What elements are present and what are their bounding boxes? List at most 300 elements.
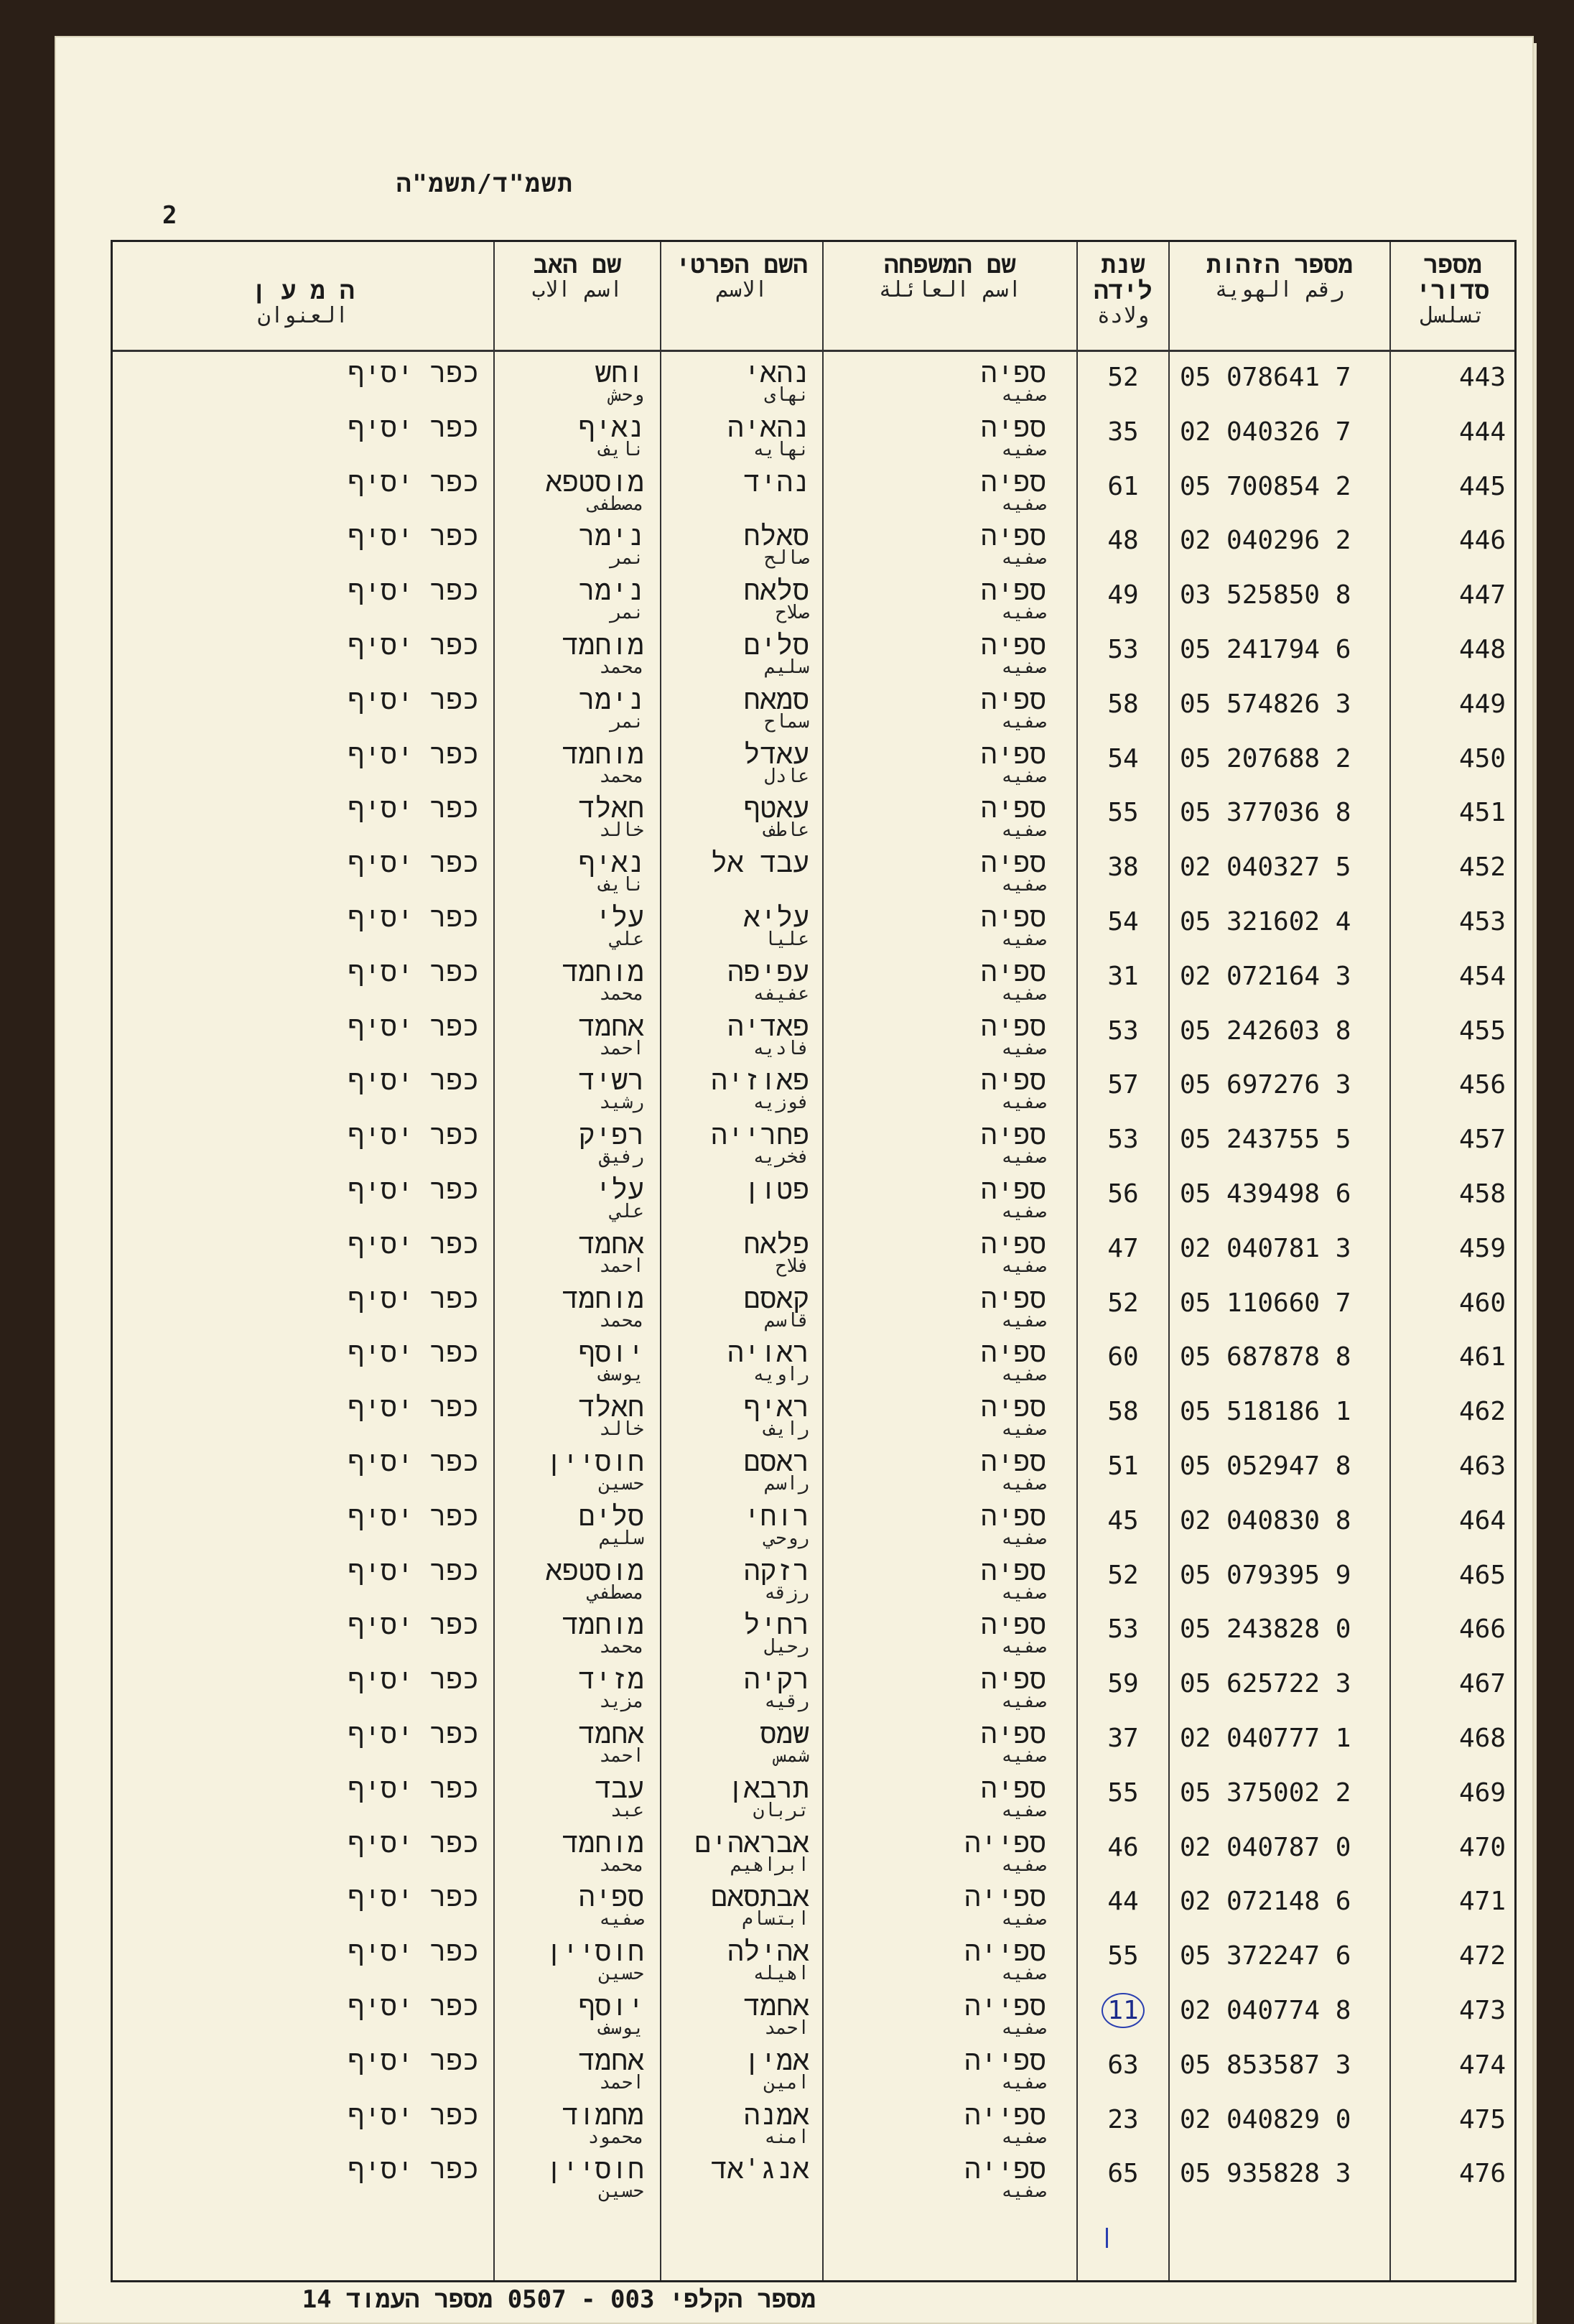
father-name bbox=[500, 1338, 644, 1384]
father-name bbox=[500, 1665, 644, 1711]
first-name-hebrew: פטון bbox=[743, 1173, 809, 1205]
first-name-arabic: فخريه bbox=[753, 1146, 809, 1168]
birth-year-value: 44 bbox=[1107, 1887, 1139, 1917]
birth-year bbox=[1084, 1234, 1163, 1263]
birth-year bbox=[1084, 1179, 1163, 1209]
id-number: 05 207688 2 bbox=[1180, 743, 1351, 773]
birth-year-value: 53 bbox=[1107, 1614, 1139, 1645]
first-name-hebrew: אמנה bbox=[743, 2098, 809, 2131]
family-name-hebrew: ספייה bbox=[964, 1826, 1046, 1859]
serial-number: 468 bbox=[1458, 1724, 1506, 1753]
first-name bbox=[666, 2153, 809, 2185]
first-name-hebrew: אבראהים bbox=[694, 1826, 809, 1859]
first-name-arabic: رحيل bbox=[764, 1636, 809, 1658]
serial-number: 473 bbox=[1458, 1996, 1506, 2025]
birth-year-value: 55 bbox=[1107, 1777, 1139, 1808]
first-name bbox=[666, 1556, 809, 1602]
table-row bbox=[113, 1284, 1514, 1339]
first-name-arabic: تربان bbox=[753, 1799, 809, 1821]
voter-table bbox=[111, 240, 1517, 2282]
family-name-arabic: صفيه bbox=[1001, 2017, 1046, 2039]
id-number: 02 040829 0 bbox=[1180, 2104, 1351, 2134]
address-value: כפר יסיף bbox=[348, 1935, 479, 1968]
birth-year-value: 52 bbox=[1107, 1288, 1139, 1318]
father-name bbox=[500, 1828, 644, 1874]
family-name-hebrew: ספיה bbox=[980, 738, 1046, 770]
address bbox=[271, 1937, 479, 1966]
father-name-hebrew: חוסיין bbox=[546, 1935, 644, 1968]
address bbox=[271, 1991, 479, 2020]
table-row bbox=[113, 2155, 1514, 2209]
serial-number: 475 bbox=[1458, 2104, 1506, 2134]
birth-year-value: 65 bbox=[1107, 2159, 1139, 2189]
family-name-hebrew: ספייה bbox=[964, 1881, 1046, 1913]
father-name bbox=[500, 1447, 644, 1493]
family-name-hebrew: ספיה bbox=[980, 1554, 1046, 1586]
address bbox=[271, 358, 479, 387]
father-name-hebrew: יוסף bbox=[578, 1990, 644, 2022]
table-row bbox=[113, 1175, 1514, 1230]
birth-year-value: 61 bbox=[1107, 471, 1139, 501]
father-name-arabic: حسين bbox=[599, 1963, 644, 1985]
first-name-hebrew: עאדל bbox=[743, 738, 809, 770]
id-number: 05 372247 6 bbox=[1180, 1941, 1351, 1971]
id-number: 05 574826 3 bbox=[1180, 689, 1351, 719]
id-number: 05 078641 7 bbox=[1180, 363, 1351, 392]
address bbox=[271, 1012, 479, 1041]
table-row bbox=[113, 1227, 1514, 1284]
family-name bbox=[831, 465, 1051, 515]
father-name-hebrew: אחמד bbox=[578, 1227, 644, 1260]
first-name-hebrew: נהאיה bbox=[727, 411, 809, 443]
father-name bbox=[500, 794, 644, 840]
address bbox=[271, 903, 479, 931]
table-row bbox=[113, 1012, 1514, 1066]
father-name-hebrew: נימר bbox=[578, 575, 644, 607]
birth-year bbox=[1084, 1070, 1163, 1100]
first-name-hebrew: רזקה bbox=[743, 1554, 809, 1586]
table-row bbox=[113, 576, 1514, 631]
address-value: כפר יסיף bbox=[348, 411, 479, 443]
birth-year-value: 60 bbox=[1107, 1342, 1139, 1372]
family-name-arabic: صفيه bbox=[1001, 1691, 1046, 1713]
father-name-arabic: علي bbox=[610, 929, 644, 950]
father-name-hebrew: מוחמד bbox=[562, 1826, 644, 1859]
first-name-arabic: شمس bbox=[776, 1745, 809, 1767]
first-name-arabic: فوزيه bbox=[753, 1092, 809, 1114]
family-name bbox=[831, 957, 1051, 1003]
birth-year-value: 57 bbox=[1107, 1070, 1139, 1100]
first-name bbox=[666, 1882, 809, 1928]
family-name-hebrew: ספייה bbox=[964, 2153, 1046, 2185]
table-row bbox=[113, 1665, 1514, 1719]
address-value: כפר יסיף bbox=[348, 465, 479, 498]
father-name bbox=[500, 631, 644, 677]
birth-year bbox=[1084, 1614, 1163, 1644]
father-name-arabic: خالد bbox=[599, 1418, 644, 1441]
serial-number: 467 bbox=[1458, 1669, 1506, 1699]
family-name bbox=[831, 631, 1051, 677]
birth-year bbox=[1084, 744, 1163, 773]
family-name-hebrew: ספיה bbox=[980, 1772, 1046, 1804]
first-name-arabic: قاسم bbox=[764, 1309, 809, 1331]
family-name bbox=[831, 1882, 1051, 1928]
table-row bbox=[113, 1719, 1514, 1774]
family-name bbox=[831, 1120, 1051, 1166]
birth-year-value: 31 bbox=[1107, 961, 1139, 991]
father-name-hebrew: מוסטפא bbox=[546, 465, 644, 498]
family-name-arabic: صفيه bbox=[1001, 1146, 1046, 1168]
family-name-arabic: صفيه bbox=[1001, 982, 1046, 1005]
address-value: כפר יסיף bbox=[348, 2098, 479, 2131]
father-name-arabic: نايف bbox=[599, 438, 644, 460]
father-name-hebrew: סלים bbox=[578, 1500, 644, 1532]
first-name-arabic: امين bbox=[764, 2071, 809, 2093]
birth-year bbox=[1084, 1561, 1163, 1590]
id-number: 03 525850 8 bbox=[1180, 580, 1351, 610]
family-name bbox=[831, 1175, 1051, 1221]
first-name-arabic: عاطف bbox=[764, 819, 809, 842]
header-id: מספר הזהות رقم الهوية bbox=[1206, 251, 1354, 302]
id-number: 05 241794 6 bbox=[1180, 635, 1351, 664]
first-name-hebrew: אבתסאם bbox=[711, 1881, 809, 1913]
father-name-arabic: حسين bbox=[599, 2180, 644, 2203]
serial-number: 456 bbox=[1458, 1070, 1506, 1100]
first-name-hebrew: אמין bbox=[743, 2044, 809, 2076]
table-row bbox=[113, 2098, 1514, 2155]
address-value: כפר יסיף bbox=[348, 901, 479, 933]
birth-year bbox=[1084, 2105, 1163, 2134]
father-name bbox=[500, 358, 644, 404]
father-name-arabic: احمد bbox=[599, 1745, 644, 1767]
serial-number: 466 bbox=[1458, 1614, 1506, 1645]
address bbox=[271, 1064, 479, 1097]
family-name-arabic: صفيه bbox=[1001, 874, 1046, 896]
address-value: כפר יסיף bbox=[348, 1500, 479, 1532]
birth-year bbox=[1084, 1288, 1163, 1318]
birth-year bbox=[1084, 363, 1163, 392]
address-value: כפר יסיף bbox=[348, 1826, 479, 1859]
birth-year-value: 47 bbox=[1107, 1233, 1139, 1263]
id-number: 02 040787 0 bbox=[1180, 1832, 1351, 1862]
serial-number: 445 bbox=[1458, 471, 1506, 501]
birth-year bbox=[1084, 907, 1163, 936]
serial-number: 474 bbox=[1458, 2050, 1506, 2080]
birth-year-value: 54 bbox=[1107, 743, 1139, 773]
family-name-hebrew: ספיה bbox=[980, 520, 1046, 552]
birth-year-value: 53 bbox=[1107, 1015, 1139, 1046]
family-name-hebrew: ספיה bbox=[980, 1010, 1046, 1042]
serial-number: 457 bbox=[1458, 1125, 1506, 1155]
birth-year-value: 37 bbox=[1107, 1724, 1139, 1753]
first-name bbox=[666, 1665, 809, 1711]
header-father-name: שם האב اسم الاب bbox=[531, 251, 623, 302]
first-name bbox=[666, 1338, 809, 1384]
father-name-hebrew: נימר bbox=[578, 683, 644, 715]
address-value: כפר יסיף bbox=[348, 955, 479, 987]
address bbox=[271, 1556, 479, 1585]
id-number: 05 697276 3 bbox=[1180, 1070, 1351, 1100]
father-name-hebrew: אחמד bbox=[578, 2044, 644, 2076]
table-row bbox=[113, 1774, 1514, 1828]
family-name-hebrew: ספייה bbox=[964, 1935, 1046, 1968]
family-name bbox=[831, 1338, 1051, 1384]
father-name bbox=[500, 1882, 644, 1928]
family-name-hebrew: ספייה bbox=[964, 2098, 1046, 2131]
father-name-hebrew: חוסיין bbox=[546, 1446, 644, 1477]
family-name bbox=[831, 1502, 1051, 1548]
first-name-hebrew: עליא bbox=[743, 901, 809, 933]
first-name-hebrew: אנג'אד bbox=[711, 2153, 809, 2185]
serial-number: 453 bbox=[1458, 907, 1506, 936]
table-row bbox=[113, 465, 1514, 522]
family-name-hebrew: ספייה bbox=[964, 2044, 1046, 2076]
first-name bbox=[666, 520, 809, 570]
father-name bbox=[500, 1556, 644, 1602]
father-name bbox=[500, 1227, 644, 1277]
family-name-arabic: صفيه bbox=[1001, 1037, 1046, 1059]
first-name-hebrew: רקיה bbox=[743, 1663, 809, 1696]
first-name bbox=[666, 847, 809, 879]
id-number: 02 040326 7 bbox=[1180, 417, 1351, 447]
birth-year bbox=[1084, 580, 1163, 610]
father-name-hebrew: רשיד bbox=[578, 1064, 644, 1097]
family-name bbox=[831, 1991, 1051, 2037]
family-name-arabic: صفيه bbox=[1001, 765, 1046, 787]
first-name bbox=[666, 1610, 809, 1656]
birth-year-value: 11 bbox=[1102, 1993, 1144, 2028]
father-name-arabic: نمر bbox=[610, 602, 644, 624]
first-name-arabic: سماح bbox=[764, 710, 809, 733]
id-number: 02 040296 2 bbox=[1180, 526, 1351, 556]
address-value: כפר יסיף bbox=[348, 1663, 479, 1696]
family-name-arabic: صفيه bbox=[1001, 2180, 1046, 2203]
father-name bbox=[500, 903, 644, 949]
address-value: כפר יסיף bbox=[348, 1718, 479, 1749]
first-name-hebrew: רוחי bbox=[743, 1500, 809, 1532]
family-name-hebrew: ספיה bbox=[980, 1446, 1046, 1477]
family-name-hebrew: ספיה bbox=[980, 1227, 1046, 1260]
family-name bbox=[831, 1774, 1051, 1820]
family-name-hebrew: ספיה bbox=[980, 847, 1046, 879]
table-row bbox=[113, 1828, 1514, 1883]
family-name-hebrew: ספיה bbox=[980, 1500, 1046, 1532]
first-name-arabic: ابتسام bbox=[742, 1908, 809, 1930]
father-name bbox=[500, 1774, 644, 1820]
father-name-arabic: محمد bbox=[599, 765, 644, 787]
family-name-hebrew: ספיה bbox=[980, 1337, 1046, 1369]
first-name-arabic: روحي bbox=[764, 1527, 809, 1549]
table-row bbox=[113, 794, 1514, 848]
family-name-arabic: صفيه bbox=[1001, 1309, 1046, 1331]
birth-year bbox=[1084, 1506, 1163, 1535]
family-name bbox=[831, 1227, 1051, 1277]
father-name-hebrew: מחמוד bbox=[562, 2098, 644, 2131]
table-row bbox=[113, 1502, 1514, 1556]
address-value: כפר יסיף bbox=[348, 1772, 479, 1804]
address bbox=[271, 685, 479, 714]
father-name-hebrew: נאיף bbox=[578, 847, 644, 879]
father-name-arabic: احمد bbox=[599, 2071, 644, 2093]
table-row bbox=[113, 358, 1514, 413]
birth-year bbox=[1084, 852, 1163, 882]
address bbox=[271, 1774, 479, 1803]
first-name-arabic: عفيفه bbox=[753, 982, 809, 1005]
table-row bbox=[113, 740, 1514, 794]
address bbox=[271, 521, 479, 550]
family-name-hebrew: ספיה bbox=[980, 629, 1046, 661]
birth-year bbox=[1084, 526, 1163, 555]
id-number: 05 700854 2 bbox=[1180, 471, 1351, 501]
first-name bbox=[666, 957, 809, 1003]
first-name-arabic: رقيه bbox=[764, 1691, 809, 1713]
father-name-hebrew: מוחמד bbox=[562, 738, 644, 770]
father-name-arabic: عبد bbox=[610, 1799, 644, 1821]
birth-year-value: 63 bbox=[1107, 2050, 1139, 2080]
family-name-arabic: صفيه bbox=[1001, 1527, 1046, 1549]
header-first-name: השם הפרטי الاسم bbox=[676, 251, 808, 302]
address bbox=[271, 1882, 479, 1911]
first-name-arabic: صلاح bbox=[776, 602, 809, 624]
serial-number: 464 bbox=[1458, 1505, 1506, 1535]
father-name bbox=[500, 1719, 644, 1765]
father-name-arabic: نمر bbox=[610, 710, 644, 733]
first-name-hebrew: פאדיה bbox=[727, 1010, 809, 1042]
first-name-hebrew: אהילה bbox=[727, 1935, 809, 1968]
family-name bbox=[831, 740, 1051, 786]
father-name-arabic: محمد bbox=[599, 1854, 644, 1876]
footer-ballot-info: מספר הקלפי 003 - 0507 מספר העמוד 14 bbox=[302, 2285, 816, 2314]
serial-number: 449 bbox=[1458, 689, 1506, 719]
birth-year-value: 51 bbox=[1107, 1451, 1139, 1481]
first-name-hebrew: תרבאן bbox=[727, 1772, 809, 1804]
address bbox=[271, 576, 479, 605]
birth-year bbox=[1084, 1669, 1163, 1698]
father-name bbox=[500, 957, 644, 1003]
header-address: ה מ ע ן العنوان bbox=[251, 276, 355, 328]
address-value: כפר יסיף bbox=[348, 2153, 479, 2185]
father-name bbox=[500, 685, 644, 731]
family-name bbox=[831, 794, 1051, 840]
address bbox=[271, 957, 479, 986]
first-name bbox=[666, 1284, 809, 1330]
first-name bbox=[666, 1502, 809, 1548]
address bbox=[271, 2046, 479, 2075]
birth-year-value: 54 bbox=[1107, 907, 1139, 936]
address bbox=[271, 2098, 479, 2131]
address bbox=[271, 1719, 479, 1748]
father-name-hebrew: יוסף bbox=[578, 1337, 644, 1369]
address bbox=[271, 848, 479, 877]
table-row bbox=[113, 631, 1514, 685]
father-name-arabic: سليم bbox=[599, 1527, 644, 1549]
address-value: כפר יסיף bbox=[348, 1391, 479, 1423]
address-value: כפר יסיף bbox=[348, 1119, 479, 1151]
father-name-arabic: حسين bbox=[599, 1473, 644, 1495]
family-name bbox=[831, 1828, 1051, 1874]
family-name-hebrew: ספיה bbox=[980, 411, 1046, 443]
first-name-arabic: ابراهيم bbox=[730, 1854, 809, 1876]
family-name bbox=[831, 1391, 1051, 1441]
first-name-arabic: راويه bbox=[753, 1364, 809, 1386]
serial-number: 448 bbox=[1458, 635, 1506, 664]
address bbox=[271, 2155, 479, 2183]
family-name-arabic: صفيه bbox=[1001, 1799, 1046, 1821]
address bbox=[271, 1447, 479, 1476]
first-name bbox=[666, 1991, 809, 2037]
family-name-arabic: صفيه bbox=[1001, 602, 1046, 624]
first-name bbox=[666, 2046, 809, 2092]
table-row bbox=[113, 1937, 1514, 1991]
birth-year bbox=[1084, 1778, 1163, 1808]
family-name-hebrew: ספיה bbox=[980, 955, 1046, 987]
id-number: 02 040774 8 bbox=[1180, 1996, 1351, 2025]
first-name-arabic: رزقه bbox=[764, 1581, 809, 1604]
family-name-hebrew: ספיה bbox=[980, 465, 1046, 498]
first-name-arabic: عليا bbox=[764, 929, 809, 950]
table-row bbox=[113, 1882, 1514, 1937]
first-name-arabic: نهايه bbox=[753, 438, 809, 460]
family-name-hebrew: ספיה bbox=[980, 1173, 1046, 1205]
address-value: כפר יסיף bbox=[348, 1446, 479, 1477]
family-name bbox=[831, 1610, 1051, 1656]
birth-year-value: 53 bbox=[1107, 635, 1139, 664]
id-number: 05 243755 5 bbox=[1180, 1125, 1351, 1155]
father-name-hebrew: מוסטפא bbox=[546, 1554, 644, 1586]
first-name bbox=[666, 465, 809, 498]
address-value: כפר יסיף bbox=[348, 1609, 479, 1641]
birth-year bbox=[1084, 1724, 1163, 1753]
birth-year bbox=[1084, 1397, 1163, 1426]
family-name-arabic: صفيه bbox=[1001, 656, 1046, 678]
first-name-arabic: احمد bbox=[764, 2017, 809, 2039]
family-name bbox=[831, 1665, 1051, 1711]
address-value: כפר יסיף bbox=[348, 1990, 479, 2022]
id-number: 02 072148 6 bbox=[1180, 1887, 1351, 1917]
serial-number: 465 bbox=[1458, 1560, 1506, 1590]
father-name-arabic: صفيه bbox=[599, 1908, 644, 1930]
family-name-arabic: صفيه bbox=[1001, 1418, 1046, 1441]
first-name-arabic: سليم bbox=[764, 656, 809, 678]
father-name bbox=[500, 1937, 644, 1983]
serial-number: 469 bbox=[1458, 1777, 1506, 1808]
father-name-hebrew: מוחמד bbox=[562, 1609, 644, 1641]
id-number: 02 040327 5 bbox=[1180, 852, 1351, 883]
table-row bbox=[113, 1338, 1514, 1393]
father-name bbox=[500, 1120, 644, 1166]
father-name bbox=[500, 1175, 644, 1221]
family-name-arabic: صفيه bbox=[1001, 1908, 1046, 1930]
address bbox=[271, 1227, 479, 1260]
serial-number: 455 bbox=[1458, 1015, 1506, 1046]
birth-year-value: 48 bbox=[1107, 526, 1139, 556]
father-name-arabic: علي bbox=[610, 1201, 644, 1222]
first-name-hebrew: ראיף bbox=[743, 1391, 809, 1423]
family-name bbox=[831, 2046, 1051, 2092]
header-serial: מספר סדורי تسلسل bbox=[1415, 251, 1490, 328]
address bbox=[271, 1610, 479, 1639]
birth-year bbox=[1084, 798, 1163, 827]
id-number: 02 040777 1 bbox=[1180, 1724, 1351, 1753]
birth-year bbox=[1084, 472, 1163, 501]
family-name bbox=[831, 413, 1051, 459]
family-name bbox=[831, 903, 1051, 949]
first-name bbox=[666, 1391, 809, 1441]
family-name bbox=[831, 2098, 1051, 2148]
serial-number: 471 bbox=[1458, 1887, 1506, 1917]
father-name-hebrew: מוחמד bbox=[562, 955, 644, 987]
father-name-arabic: مصطفى bbox=[587, 493, 644, 515]
